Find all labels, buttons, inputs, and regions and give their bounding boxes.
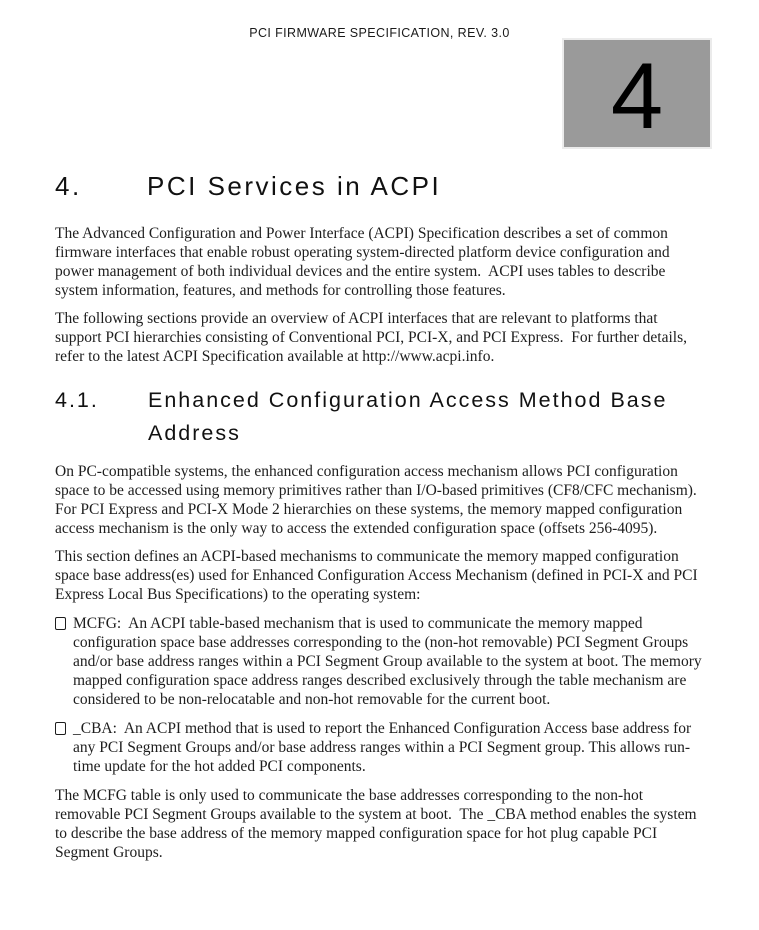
- paragraph-intro-1: The Advanced Configuration and Power Interface (ACPI) Specification describes a set of common firmware interfaces that enable robust operating system-directed platform device configuration and power management of both individual devices and the entire system. ACPI uses tables to describe system information, features, and methods for controlling those features.: [55, 225, 674, 299]
- list-item: [55, 614, 705, 709]
- square-bullet-icon: [55, 722, 66, 735]
- list-item-text: MCFG: An ACPI table-based mechanism that is used to communicate the memory mapped configuration space base addresses corresponding to the (non-hot removable) PCI Segment Groups and/or base address ranges within a PCI Segment Group available to the system at boot. The memory mapped configuration space address ranges described exclusively through the table mechanism are considered to be non-relocatable and non-hot removable for the current boot.: [73, 615, 706, 708]
- chapter-number: 4: [610, 42, 664, 148]
- paragraph-closing: The MCFG table is only used to communicate the base addresses corresponding to the non-hot removable PCI Segment Groups available to the system at boot. The _CBA method enables the system to describe the base address of the memory mapped configuration space for hot plug capable PCI Segment Groups.: [55, 787, 701, 861]
- chapter-heading-title: PCI Services in ACPI: [147, 171, 442, 201]
- chapter-heading: [55, 170, 705, 202]
- section-heading: [55, 384, 705, 450]
- running-header: PCI FIRMWARE SPECIFICATION, REV. 3.0: [249, 26, 510, 40]
- paragraph-intro-2: The following sections provide an overview of ACPI interfaces that are relevant to platforms that support PCI hierarchies consisting of Conventional PCI, PCI-X, and PCI Express. For further details, refer to the latest ACPI Specification available at http://www.acpi.info.: [55, 310, 691, 365]
- paragraph-section-1: On PC-compatible systems, the enhanced configuration access mechanism allows PCI configuration space to be accessed using memory primitives rather than I/O-based primitives (CF8/CFC mechanism). For PCI Express and PCI-X Mode 2 hierarchies on these systems, the memory mapped configuration access mechanism is the only way to access the extended configuration space (offsets 256-4095).: [55, 463, 705, 537]
- bullet-list: [55, 614, 705, 776]
- square-bullet-icon: [55, 617, 66, 630]
- list-item: [55, 719, 705, 776]
- paragraph-section-2: This section defines an ACPI-based mechanisms to communicate the memory mapped configuration space base address(es) used for Enhanced Configuration Access Mechanism (defined in PCI-X and PCI Express Local Bus Specifications) to the operating system:: [55, 548, 702, 603]
- section-heading-number: 4.1.: [55, 388, 99, 412]
- page-body: [55, 170, 705, 871]
- chapter-number-box: [562, 38, 712, 149]
- chapter-heading-number: 4.: [55, 171, 82, 201]
- section-heading-title: Enhanced Configuration Access Method Base Address: [148, 388, 668, 445]
- list-item-text: _CBA: An ACPI method that is used to report the Enhanced Configuration Access base address for any PCI Segment Groups and/or base address ranges within a PCI Segment group. This allows run-time update for the hot added PCI components.: [73, 720, 696, 775]
